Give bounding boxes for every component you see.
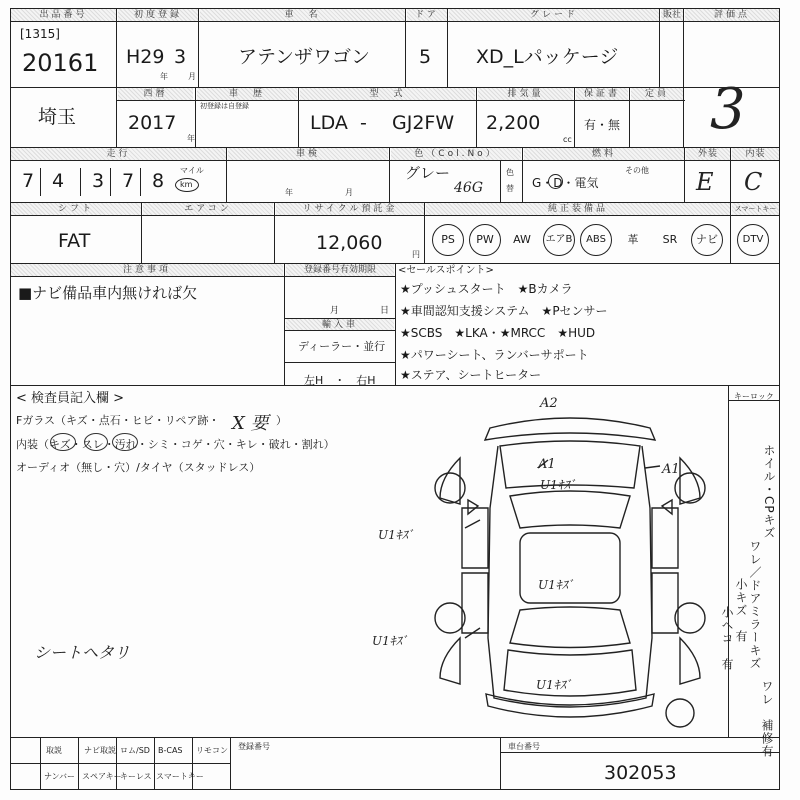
fender-front-right — [680, 458, 700, 504]
lot-label: 出品番号 — [11, 9, 116, 21]
lot-sub-number: [1315] — [20, 27, 60, 41]
legend-col-1: ホイル・CPキズ — [762, 444, 776, 540]
color-change-bottom: 替 — [506, 184, 514, 193]
chassis-number: 302053 — [604, 762, 677, 784]
reg-valid-day: 日 — [380, 306, 390, 316]
grade-label: グレード — [449, 9, 659, 21]
color-label: 色（Col.No） — [391, 148, 521, 160]
ac-label: エアコン — [143, 203, 273, 215]
cc-label: 排気量 — [478, 88, 573, 100]
sales-point-2: ★車間認知支援システム ★Pセンサー — [400, 304, 608, 318]
reg-valid-label: 登録番号有効期限 — [286, 264, 394, 276]
footer-navi-manual: ナビ取説 — [84, 746, 116, 755]
rear-glass — [510, 607, 630, 648]
wheel-rear-right — [675, 603, 705, 633]
mileage-digit-1: 7 — [22, 170, 35, 192]
sales-point-1: ★プッシュスタート ★Bカメラ — [400, 282, 573, 296]
import-label: 輸入車 — [286, 319, 394, 331]
equip-pw: PW — [469, 224, 501, 256]
mark-a1-hood: A1 — [538, 457, 556, 472]
west-year-suffix: 年 — [187, 134, 195, 143]
reg-year-suffix: 年 — [160, 72, 168, 81]
rating-label: 評価点 — [685, 9, 779, 21]
inspector-line-3: オーディオ（無し・穴）/タイヤ（スタッドレス） — [16, 461, 261, 474]
import-drive: 左H ・ 右H — [304, 374, 376, 387]
reg-month: 3 — [174, 46, 187, 68]
door-count: 5 — [419, 46, 432, 68]
caution-text: ■ナビ備品車内無ければ欠 — [18, 284, 198, 302]
inspector-line-1-close: ） — [276, 414, 287, 427]
inspection-label: 車検 — [228, 148, 388, 160]
fender-rear-right — [680, 638, 700, 684]
mark-u1-rear-left: U1ｷｽﾞ — [372, 634, 408, 648]
equip-navi: ナビ — [691, 224, 723, 256]
equip-abs: ABS — [580, 224, 612, 256]
circle-mark-dirt — [112, 433, 138, 451]
interior-grade: C — [744, 168, 763, 196]
warranty-label: 保証書 — [576, 88, 628, 100]
color-name: グレー — [405, 164, 451, 182]
mark-u1-roof: U1ｷｽﾞ — [538, 578, 574, 592]
equip-ps: PS — [432, 224, 464, 256]
legend-col-2: ワレ／ドアミラーキズ — [748, 540, 762, 670]
exterior-grade: E — [696, 168, 714, 196]
car-name-label: 車 名 — [200, 9, 405, 21]
equipment-label: 純正装備品 — [426, 203, 730, 215]
smart-key-label: スマートキー — [732, 203, 779, 215]
unit-km: km — [180, 180, 193, 189]
sales-point-4: ★パワーシート、ランバーサポート — [400, 348, 589, 362]
displacement-unit: cc — [563, 135, 572, 144]
west-year: 2017 — [128, 112, 177, 134]
reg-valid-month: 月 — [330, 306, 340, 316]
mark-line-u1-left — [465, 520, 480, 528]
footer-spare-key: スペアキー — [82, 772, 122, 781]
front-bumper — [485, 418, 655, 440]
fuel-other: その他 — [625, 166, 649, 175]
wheel-rear-left — [435, 603, 465, 633]
footer-remote: リモコン — [196, 746, 228, 755]
footer-number: ナンバー — [44, 772, 76, 781]
chassis-label: 車台番号 — [508, 742, 540, 751]
model-prefix: LDA — [310, 112, 348, 134]
legend-col-4: 小ヘコ 有 — [720, 606, 734, 671]
circle-mark-scuff — [84, 433, 108, 451]
fuel-label: 燃料 — [524, 148, 684, 160]
fuel-value: G・D・電気 — [532, 176, 599, 190]
recycle-unit: 円 — [412, 250, 420, 259]
prefecture: 埼玉 — [38, 106, 77, 128]
windshield — [510, 491, 630, 528]
mileage-label: 走行 — [11, 148, 226, 160]
model-code: GJ2FW — [392, 112, 455, 134]
mark-a2: A2 — [540, 396, 558, 411]
fender-front-left — [440, 458, 460, 504]
inspector-line-2: 内装（キズ・スレ・汚れ・シミ・コゲ・穴・キレ・破れ・割れ） — [16, 438, 335, 451]
mark-u1-rear: U1ｷｽﾞ — [536, 678, 572, 692]
mirror-left — [468, 500, 478, 514]
color-code: 46G — [454, 180, 483, 196]
handwritten-seat-wear: シートヘタリ — [34, 643, 131, 662]
exterior-label: 外装 — [686, 148, 730, 160]
lot-number: 20161 — [22, 49, 99, 77]
equip-dtv: DTV — [737, 224, 769, 256]
history-label: 車 歴 — [197, 88, 297, 100]
first-reg-note: 初登録は自登録 — [200, 102, 249, 110]
fuel-diesel-circle — [548, 174, 563, 189]
legend-col-5: ワレ 補修有 — [760, 680, 774, 758]
recycle-label: リサイクル預託金 — [276, 203, 424, 215]
legend-col-3: 小キズ 有 — [734, 578, 748, 643]
rear-bumper — [486, 694, 654, 717]
reg-month-suffix: 月 — [188, 72, 196, 81]
first-reg-label: 初度登録 — [118, 9, 198, 21]
displacement: 2,200 — [486, 112, 541, 134]
shift-value: FAT — [58, 230, 91, 252]
door-front-left — [462, 508, 488, 568]
spare-circle — [666, 699, 694, 727]
circle-mark-scratch — [50, 433, 76, 451]
dealer-label: 販社 — [662, 10, 681, 20]
rating-score: 3 — [710, 77, 746, 142]
recycle-fee: 12,060 — [316, 232, 383, 254]
inspection-year: 年 — [285, 188, 293, 197]
mirror-right — [662, 500, 672, 514]
inspector-title: < 検査員記入欄 > — [16, 391, 125, 406]
door-rear-right — [652, 573, 678, 633]
sales-point-3: ★SCBS ★LKA・★MRCC ★HUD — [400, 326, 596, 340]
door-front-right — [652, 508, 678, 568]
equip-sr: SR — [662, 233, 678, 246]
footer-smart-key: スマートキー — [156, 772, 204, 781]
footer-bcas: B-CAS — [158, 746, 183, 755]
inspector-line-1-mark: X 要 — [232, 413, 269, 434]
equip-aw: AW — [513, 233, 531, 246]
interior-label: 内装 — [732, 148, 779, 160]
reg-number-label: 登録番号 — [238, 742, 270, 751]
warranty-value: 有・無 — [584, 118, 621, 132]
car-damage-diagram — [420, 398, 730, 738]
equip-leather: 革 — [627, 233, 639, 246]
mark-u1-left-door: U1ｷｽﾞ — [378, 528, 414, 542]
capacity-label: 定員 — [631, 88, 683, 100]
door-label: ドア — [407, 9, 447, 21]
reg-era-year: H29 — [126, 46, 165, 68]
model-dash: - — [360, 112, 367, 134]
footer-manual: 取説 — [46, 746, 62, 755]
mileage-digit-4: 7 — [122, 170, 135, 192]
mark-a1-right: A1 — [662, 462, 680, 477]
west-label: 西暦 — [118, 88, 193, 100]
sales-label: <セールスポイント> — [398, 265, 494, 276]
inspector-line-1: Fガラス（キズ・点石・ヒビ・リペア跡・ — [16, 414, 220, 427]
import-dealer: ディーラー・並行 — [298, 340, 386, 353]
inspection-month: 月 — [345, 188, 353, 197]
equip-airbag: エアB — [543, 224, 575, 256]
fender-rear-left — [440, 638, 460, 684]
model-label: 型 式 — [300, 88, 475, 100]
keylock-label: キーロック — [734, 392, 774, 401]
footer-rom-sd: ロム/SD — [120, 746, 150, 755]
mileage-digit-5: 8 — [152, 170, 165, 192]
shift-label: シフト — [11, 203, 141, 215]
car-name: アテンザワゴン — [238, 46, 371, 68]
unit-mile: マイル — [180, 166, 204, 175]
caution-label: 注意事項 — [11, 264, 283, 276]
mileage-digit-2: 4 — [52, 170, 65, 192]
sales-point-5: ★ステア、シートヒーター — [400, 368, 542, 382]
door-rear-left — [462, 573, 488, 633]
color-change-top: 色 — [506, 168, 514, 177]
mark-u1-front: U1ｷｽﾞ — [540, 478, 576, 492]
mark-line-a1-right — [645, 466, 660, 468]
grade: XD_Lパッケージ — [476, 46, 619, 68]
footer-keyless: キーレス — [120, 772, 152, 781]
mileage-digit-3: 3 — [92, 170, 105, 192]
